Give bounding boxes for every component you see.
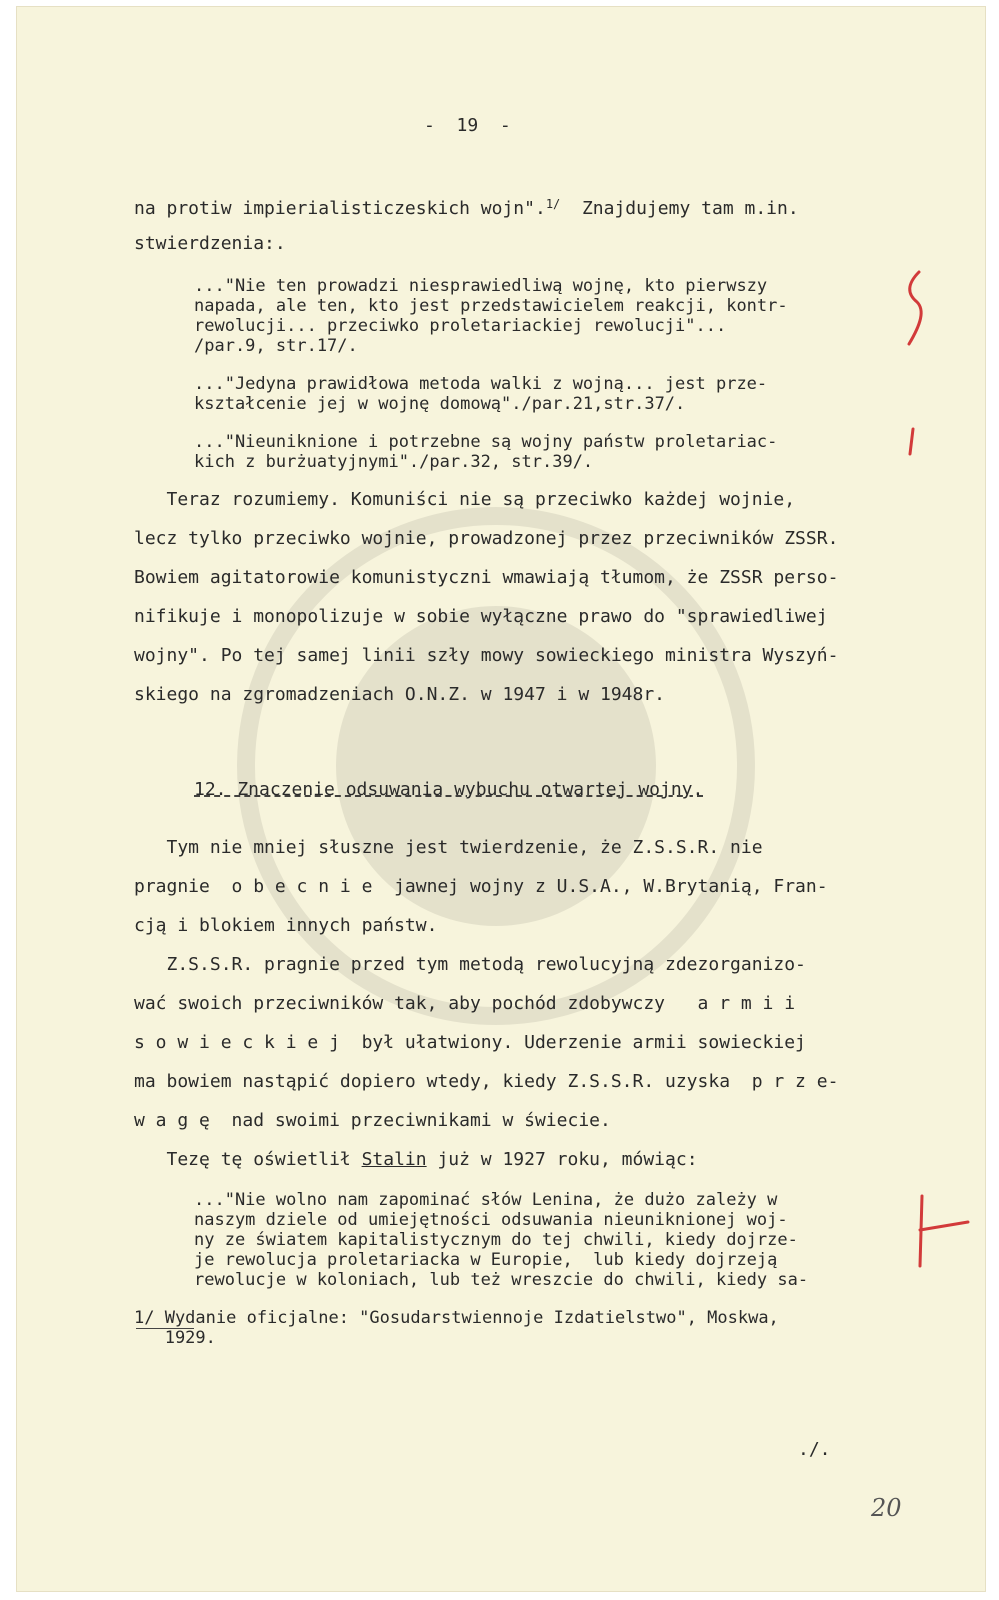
red-margin-mark — [912, 1192, 972, 1272]
red-margin-mark — [901, 268, 931, 348]
quote-line: kształcenie jej w wojnę domową"./par.21,str.37/. — [194, 394, 686, 414]
paragraph-line: Tezę tę oświetlił Stalin już w 1927 roku, mówiąc: — [134, 1149, 698, 1170]
paragraph-line: lecz tylko przeciwko wojnie, prowadzonej przez przeciwników ZSSR. — [134, 528, 839, 549]
paragraph-line: wać swoich przeciwników tak, aby pochód zdobywczy a r m i i — [134, 993, 796, 1014]
paragraph-line: na protiw impierialisticzeskich wojn".$^{1/}$ Znajdujemy tam m.in. — [134, 197, 799, 219]
quote-line: napada, ale ten, kto jest przedstawicielem reakcji, kontr- — [194, 296, 788, 316]
quote-line: je rewolucja proletariacka w Europie, lub kiedy dojrzeją — [194, 1250, 778, 1270]
underlined-name: Stalin — [361, 1149, 427, 1170]
continuation-mark: ./. — [798, 1439, 831, 1460]
quote-line: rewolucji... przeciwko proletariackiej rewolucji"... — [194, 316, 727, 336]
quote-line: ..."Jedyna prawidłowa metoda walki z wojną... jest prze- — [194, 374, 768, 394]
paragraph-line: skiego na zgromadzeniach O.N.Z. w 1947 i w 1948r. — [134, 684, 666, 705]
paragraph-line: nifikuje i monopolizuje w sobie wyłączne prawo do "sprawiedliwej — [134, 606, 828, 627]
quote-line: /par.9, str.17/. — [194, 336, 358, 356]
page-number: - 19 - — [424, 115, 511, 136]
quote-line: naszym dziele od umiejętności odsuwania nieuniknionej woj- — [194, 1210, 788, 1230]
paragraph-line: Tym nie mniej słuszne jest twierdzenie, że Z.S.S.R. nie — [134, 837, 763, 858]
paragraph-line: cją i blokiem innych państw. — [134, 915, 438, 936]
quote-line: ..."Nieuniknione i potrzebne są wojny państw proletariac- — [194, 432, 778, 452]
section-heading: 12. Znaczenie odsuwania wybuchu otwartej wojny. — [194, 779, 704, 800]
footnote: 1/ Wydanie oficjalne: "Gosudarstwiennoje Izdatielstwo", Moskwa, — [134, 1308, 779, 1328]
document-page — [16, 6, 986, 1592]
paragraph-line: Bowiem agitatorowie komunistyczni wmawiają tłumom, że ZSSR perso- — [134, 567, 839, 588]
paragraph-line: pragnie o b e c n i e jawnej wojny z U.S.A., W.Brytanią, Fran- — [134, 876, 828, 897]
paragraph-line: Teraz rozumiemy. Komuniści nie są przeciwko każdej wojnie, — [134, 489, 796, 510]
paragraph-line: w a g ę nad swoimi przeciwnikami w świecie. — [134, 1110, 611, 1131]
quote-line: ..."Nie ten prowadzi niesprawiedliwą wojnę, kto pierwszy — [194, 276, 768, 296]
paragraph-line: stwierdzenia:. — [134, 233, 286, 254]
quote-line: kich z burżuatyjnymi"./par.32, str.39/. — [194, 452, 594, 472]
paragraph-line: ma bowiem nastąpić dopiero wtedy, kiedy Z.S.S.R. uzyska p r z e- — [134, 1071, 839, 1092]
paragraph-line: wojny". Po tej samej linii szły mowy sowieckiego ministra Wyszyń- — [134, 645, 839, 666]
red-margin-mark — [904, 426, 920, 458]
footnote-ref: 1/ — [545, 197, 561, 211]
quote-line: rewolucje w koloniach, lub też wreszcie do chwili, kiedy sa- — [194, 1270, 809, 1290]
paragraph-line: s o w i e c k i e j był ułatwiony. Uderzenie armii sowieckiej — [134, 1032, 806, 1053]
paragraph-line: Z.S.S.R. pragnie przed tym metodą rewolucyjną zdezorganizo- — [134, 954, 806, 975]
quote-line: ..."Nie wolno nam zapominać słów Lenina, że dużo zależy w — [194, 1190, 778, 1210]
handwritten-page-number: 20 — [871, 1494, 902, 1522]
quote-line: ny ze światem kapitalistycznym do tej chwili, kiedy dojrze- — [194, 1230, 798, 1250]
footnote: 1929. — [134, 1328, 216, 1348]
